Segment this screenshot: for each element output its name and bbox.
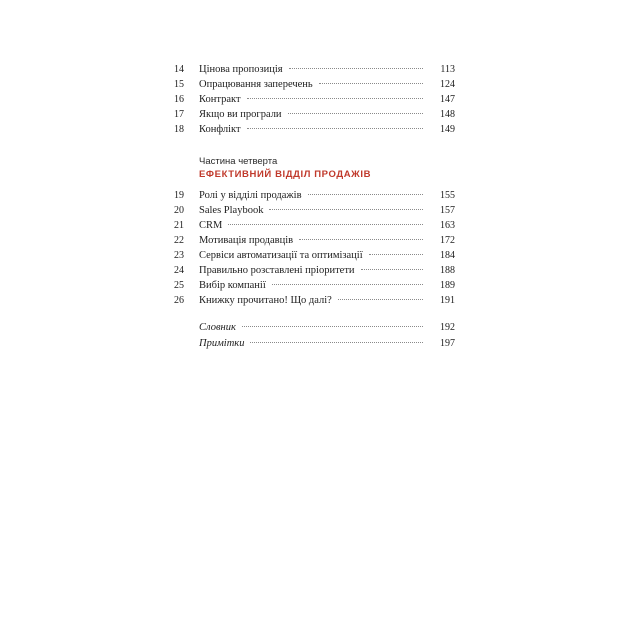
toc-row	[0, 233, 630, 249]
chapter-title: Ролі у відділі продажів	[199, 190, 302, 201]
chapter-title: Конфлікт	[199, 124, 241, 135]
toc-row	[0, 62, 630, 78]
page-number: 124	[440, 79, 455, 90]
chapter-number: 22	[174, 235, 184, 246]
chapter-title: Сервіси автоматизації та оптимізації	[199, 250, 363, 261]
toc-row	[0, 77, 630, 93]
dot-leader	[338, 299, 423, 300]
chapter-title: Цінова пропозиція	[199, 64, 283, 75]
page-number: 149	[440, 124, 455, 135]
toc-entry	[199, 320, 455, 336]
toc-row	[0, 92, 630, 108]
toc-entry	[199, 248, 455, 264]
part-title: ЕФЕКТИВНИЙ ВІДДІЛ ПРОДАЖІВ	[199, 169, 372, 180]
toc-entry	[199, 62, 455, 78]
chapter-title: Мотивація продавців	[199, 235, 294, 246]
chapter-number: 24	[174, 265, 184, 276]
toc-row	[0, 248, 630, 264]
toc-row	[0, 278, 630, 294]
part-label: Частина четверта	[199, 156, 278, 167]
chapter-number: 15	[174, 79, 184, 90]
dot-leader	[361, 269, 423, 270]
toc-row	[0, 218, 630, 234]
page-number: 163	[440, 220, 455, 231]
dot-leader	[299, 239, 423, 240]
dot-leader	[308, 194, 423, 195]
notes-title: Примітки	[199, 338, 245, 349]
toc-row	[0, 188, 630, 204]
toc-entry	[199, 336, 455, 352]
chapter-title: Контракт	[199, 94, 241, 105]
toc-entry	[199, 263, 455, 279]
toc-entry	[199, 77, 455, 93]
page-number: 191	[440, 295, 455, 306]
toc-row	[0, 336, 630, 352]
chapter-number: 14	[174, 64, 184, 75]
page-number: 155	[440, 190, 455, 201]
glossary-title: Словник	[199, 322, 236, 333]
chapter-number: 20	[174, 205, 184, 216]
chapter-number: 26	[174, 295, 184, 306]
toc-entry	[199, 92, 455, 108]
chapter-title: Правильно розставлені пріоритети	[199, 265, 355, 276]
toc-row	[0, 107, 630, 123]
page-number: 148	[440, 109, 455, 120]
chapter-title: CRM	[199, 220, 223, 231]
toc-row	[0, 122, 630, 138]
toc-entry	[199, 218, 455, 234]
dot-leader	[250, 342, 423, 343]
dot-leader	[242, 326, 423, 327]
dot-leader	[247, 98, 423, 99]
chapter-number: 23	[174, 250, 184, 261]
chapter-number: 25	[174, 280, 184, 291]
toc-entry	[199, 278, 455, 294]
toc-entry	[199, 107, 455, 123]
chapter-number: 17	[174, 109, 184, 120]
dot-leader	[269, 209, 423, 210]
toc-row	[0, 203, 630, 219]
chapter-title: Sales Playbook	[199, 205, 264, 216]
page-number: 192	[440, 322, 455, 333]
chapter-number: 16	[174, 94, 184, 105]
chapter-title: Вибір компанії	[199, 280, 266, 291]
toc-entry	[199, 203, 455, 219]
page-number: 113	[440, 64, 455, 75]
chapter-title: Опрацювання заперечень	[199, 79, 313, 90]
toc-entry	[199, 233, 455, 249]
chapter-number: 19	[174, 190, 184, 201]
dot-leader	[228, 224, 423, 225]
dot-leader	[289, 68, 423, 69]
dot-leader	[288, 113, 423, 114]
chapter-title: Книжку прочитано! Що далі?	[199, 295, 332, 306]
page-number: 147	[440, 94, 455, 105]
page-number: 172	[440, 235, 455, 246]
dot-leader	[247, 128, 423, 129]
chapter-title: Якщо ви програли	[199, 109, 282, 120]
chapter-number: 18	[174, 124, 184, 135]
toc-entry	[199, 293, 455, 309]
page-number: 188	[440, 265, 455, 276]
page-number: 184	[440, 250, 455, 261]
toc-row	[0, 293, 630, 309]
toc-entry	[199, 188, 455, 204]
toc-row	[0, 320, 630, 336]
dot-leader	[272, 284, 423, 285]
toc-entry	[199, 122, 455, 138]
page-number: 157	[440, 205, 455, 216]
page-number: 197	[440, 338, 455, 349]
dot-leader	[319, 83, 423, 84]
chapter-number: 21	[174, 220, 184, 231]
page-number: 189	[440, 280, 455, 291]
dot-leader	[369, 254, 423, 255]
toc-row	[0, 263, 630, 279]
